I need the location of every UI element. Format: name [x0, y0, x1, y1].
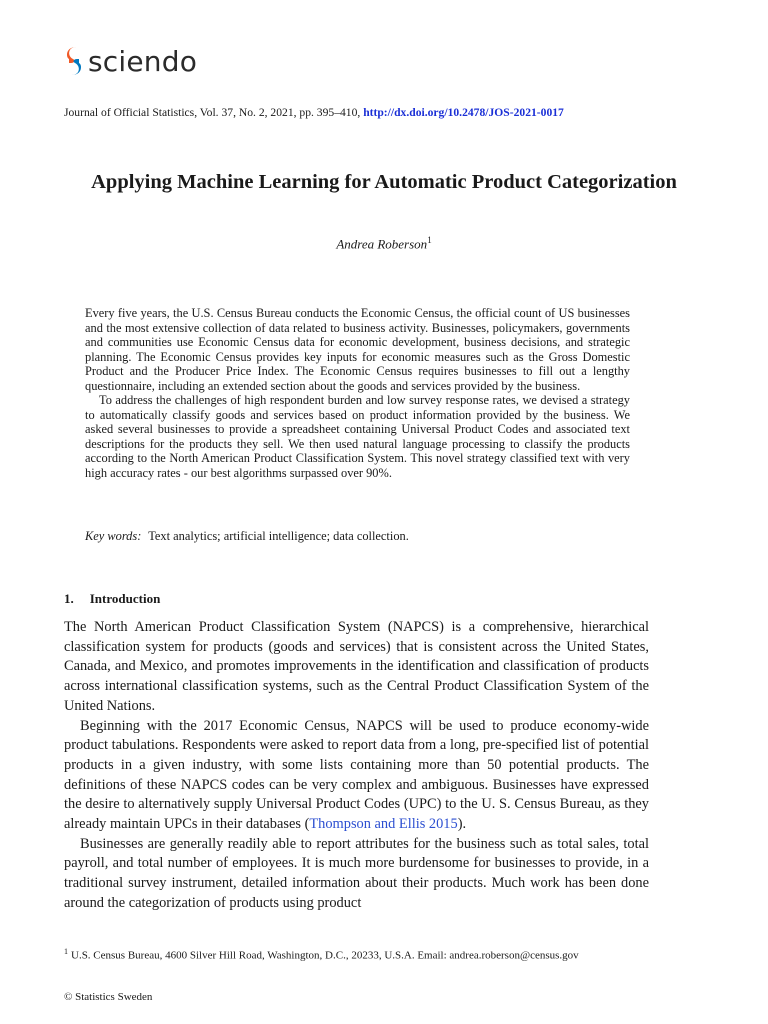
keywords-text: Text analytics; artificial intelligence; data collection.: [148, 529, 409, 543]
keywords: [85, 529, 645, 544]
publisher-logo: [64, 44, 197, 78]
body-paragraph: Businesses are generally readily able to report attributes for the business such as total sales, total payroll, and total number of employees. It is much more burdensome for businesses to provide, in a traditional survey instrument, detailed information about their products. Much work has been done around the categorization of products using product: [64, 835, 649, 911]
section-heading: [64, 591, 160, 607]
author-line: [64, 235, 704, 252]
section-title: Introduction: [89, 591, 161, 606]
author-name: Andrea Roberson: [336, 236, 428, 252]
journal-citation: Journal of Official Statistics, Vol. 37, No. 2, 2021, pp. 395–410,: [64, 106, 364, 119]
abstract-paragraph: To address the challenges of high respondent burden and low survey response rates, we devised a strategy to automatically classify goods and services based on product information provided by the business. We asked several businesses to provide a spreadsheet containing Universal Product Codes and associated text descriptions for the products they sell. We then used natural language processing to classify the products according to the North American Product Classification System. This novel strategy classified text with very high accuracy rates - our best algorithms surpassed over 90%.: [85, 393, 630, 480]
body-paragraph-end: ).: [457, 816, 467, 833]
logo-text: sciendo: [88, 44, 198, 78]
sciendo-logo-icon: [64, 45, 84, 77]
journal-citation-line: [64, 106, 704, 119]
footnote-text: U.S. Census Bureau, 4600 Silver Hill Road, Washington, D.C., 20233, U.S.A. Email: andrea.roberson@census.gov: [71, 949, 579, 962]
paper-title: Applying Machine Learning for Automatic Product Categorization: [91, 171, 677, 193]
body-paragraph: The North American Product Classification System (NAPCS) is a comprehensive, hierarchical classification system for products (goods and services) that is consistent across the United States, Canada, and Mexico, and promotes improvements in the identification and classification of products across international classification systems, such as the Central Product Classification System of the United Nations.: [64, 619, 649, 714]
body-text: [64, 618, 649, 914]
copyright: © Statistics Sweden: [64, 991, 153, 1003]
author-footnote-mark: 1: [427, 235, 432, 245]
keywords-label: Key words:: [85, 529, 142, 543]
section-number: 1.: [64, 591, 74, 606]
body-paragraph: [64, 717, 649, 835]
citation-link[interactable]: Thompson and Ellis 2015: [309, 816, 458, 833]
footnote: [64, 945, 649, 963]
abstract: [85, 306, 630, 480]
doi-link[interactable]: http://dx.doi.org/10.2478/JOS-2021-0017: [363, 106, 564, 119]
footnote-mark: 1: [64, 947, 68, 956]
body-paragraph-text: Beginning with the 2017 Economic Census, NAPCS will be used to produce economy-wide product tabulations. Respondents were asked to report data from a long, pre-specified list of potential products in a given industry, with some lists containing more than 50 potential products. The definitions of these NAPCS codes can be very complex and ambiguous. Businesses have expressed the desire to alternatively supply Universal Product Codes (UPC) to the U. S. Census Bureau, as they already maintain UPCs in their databases (: [64, 717, 649, 833]
abstract-paragraph: Every five years, the U.S. Census Bureau conducts the Economic Census, the official count of US businesses and the most extensive collection of data related to business activity. Businesses, policymakers, governments and communities use Economic Census data for economic development, business decisions, and strategic planning. The Economic Census provides key inputs for economic measures such as the Gross Domestic Product and the Producer Price Index. The Economic Census requires businesses to fill out a lengthy questionnaire, including an extended section about the goods and services provided by the business.: [85, 306, 630, 393]
